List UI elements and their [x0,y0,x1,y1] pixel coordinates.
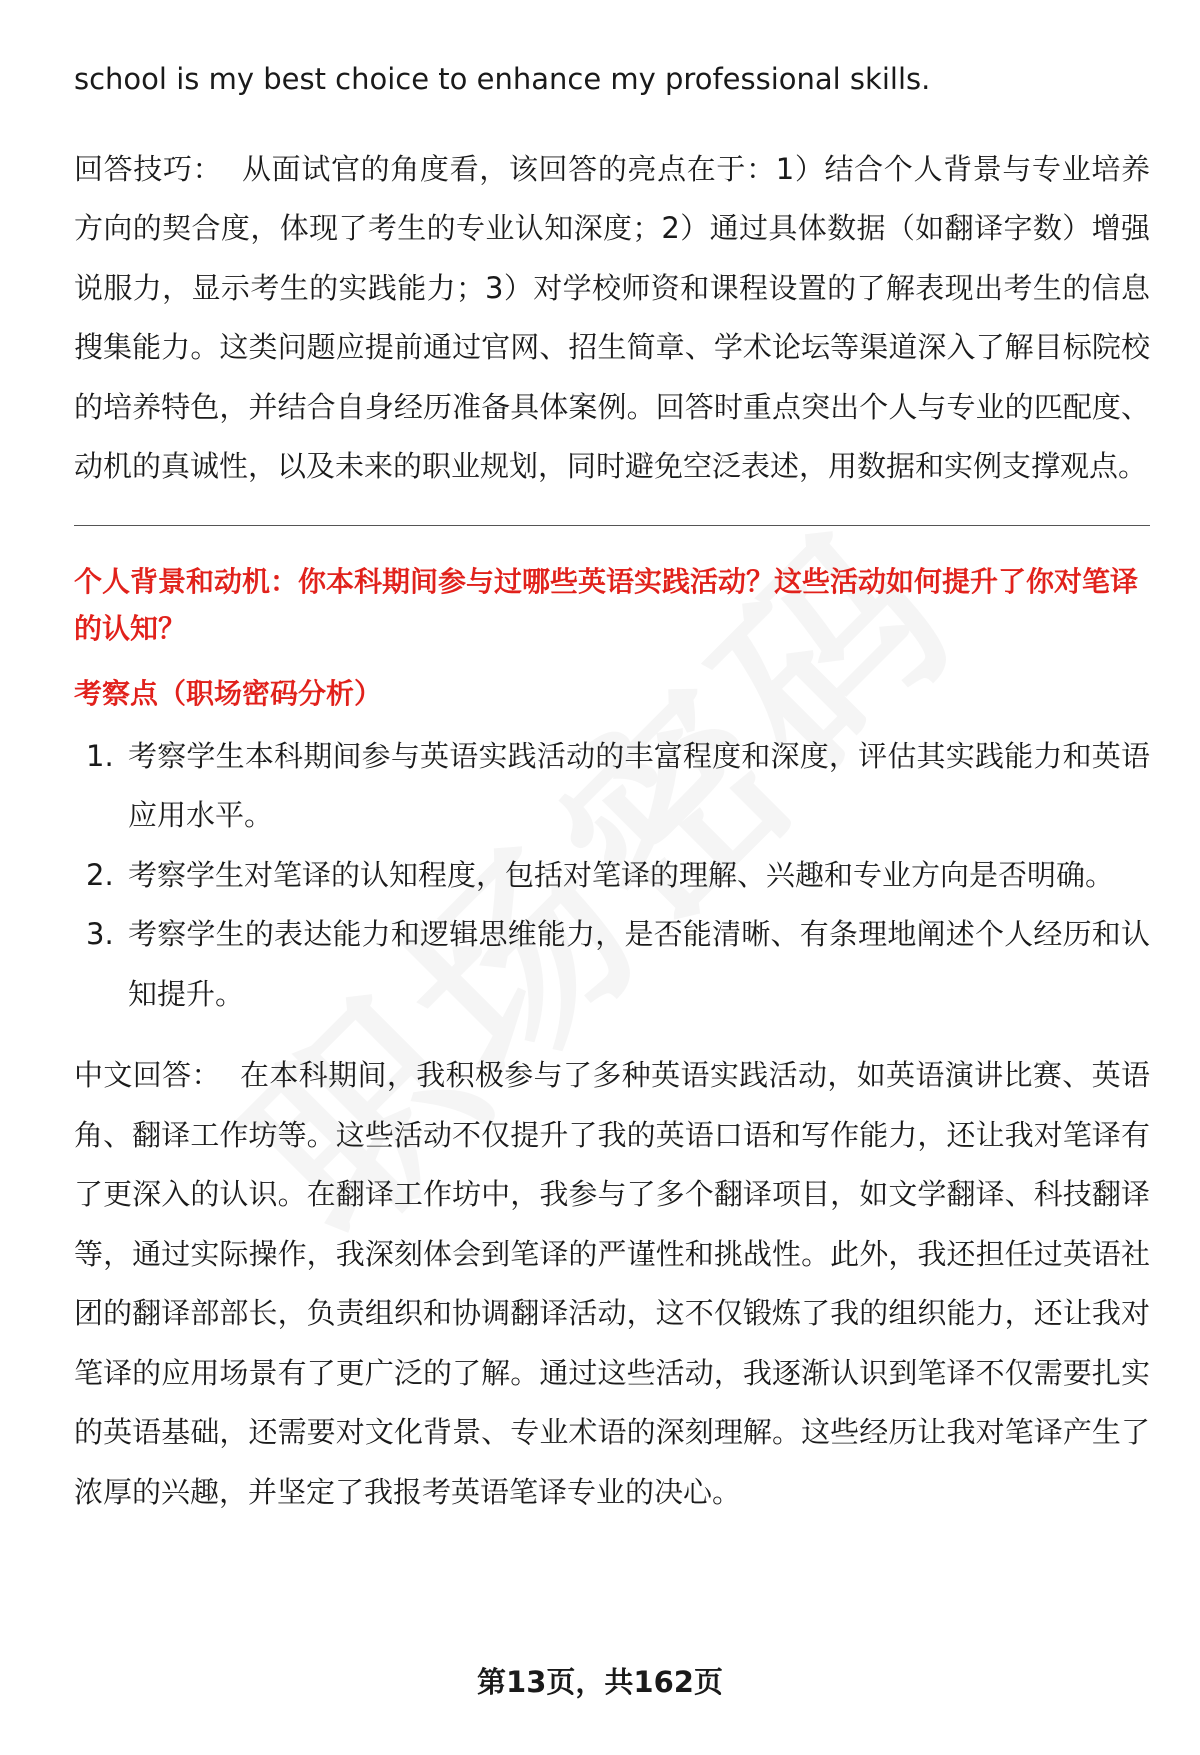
chinese-answer-text: 在本科期间，我积极参与了多种英语实践活动，如英语演讲比赛、英语角、翻译工作坊等。这些活动不仅提升了我的英语口语和写作能力，还让我对笔译有了更深入的认识。在翻译工作坊中，我参与了多个翻译项目，如文学翻译、科技翻译等，通过实际操作，我深刻体会到笔译的严谨性和挑战性。此外，我还担任过英语社团的翻译部部长，负责组织和协调翻译活动，这不仅锻炼了我的组织能力，还让我对笔译的应用场景有了更广泛的了解。通过这些活动，我逐渐认识到笔译不仅需要扎实的英语基础，还需要对文化背景、专业术语的深刻理解。这些经历让我对笔译产生了浓厚的兴趣，并坚定了我报考英语笔译专业的决心。 [74,1058,1150,1509]
answer-tips-paragraph [74,140,1150,497]
question-heading: 个人背景和动机：你本科期间参与过哪些英语实践活动？这些活动如何提升了你对笔译的认知？ [74,564,1139,645]
list-item-text: 考察学生本科期间参与英语实践活动的丰富程度和深度，评估其实践能力和英语应用水平。 [128,738,1150,832]
page-number-footer: 第13页，共162页 [477,1665,723,1699]
list-item-number: 1. [86,738,114,773]
intro-line: school is my best choice to enhance my professional skills. [74,62,931,96]
section-divider [74,525,1150,526]
list-item-number: 2. [86,857,114,892]
list-item-text: 考察学生的表达能力和逻辑思维能力，是否能清晰、有条理地阐述个人经历和认知提升。 [128,917,1150,1011]
list-item [74,846,1150,906]
list-item-number: 3. [86,917,114,951]
chinese-answer-paragraph [74,1046,1150,1522]
list-item [74,727,1150,846]
assessment-points-heading: 考察点（职场密码分析） [74,676,383,710]
answer-tips-text: 从面试官的角度看，该回答的亮点在于：1）结合个人背景与专业培养方向的契合度，体现了考生的专业认知深度；2）通过具体数据（如翻译字数）增强说服力，显示考生的实践能力；3）对学校师资和课程设置的了解表现出考生的信息搜集能力。这类问题应提前通过官网、招生简章、学术论坛等渠道深入了解目标院校的培养特色，并结合自身经历准备具体案例。回答时重点突出个人与专业的匹配度、动机的真诚性，以及未来的职业规划，同时避免空泛表述，用数据和实例支撑观点。 [74,151,1151,483]
answer-tips-label: 回答技巧： [74,151,223,186]
chinese-answer-label: 中文回答： [74,1058,221,1092]
list-item [74,905,1150,1024]
page-content [74,50,1150,1522]
list-item-text: 考察学生对笔译的认知程度，包括对笔译的理解、兴趣和专业方向是否明确。 [128,857,1115,892]
assessment-points-list [74,727,1150,1025]
